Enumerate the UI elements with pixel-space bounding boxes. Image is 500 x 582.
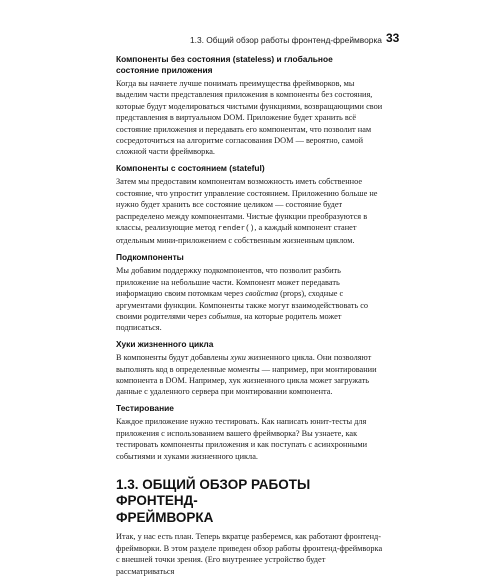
paragraph-lifecycle-text-2: жизненного цикла. Они позволяют выполнять код в определенные моменты — например, при монтировании компонента в DOM. Например, хук жизненного цикла может загружать данные с удаленного сервера при монтировании компонента. xyxy=(116,353,377,397)
paragraph-subcomponents xyxy=(116,265,384,333)
subheading-stateless-line1: Компоненты без состояния (stateless) и глобальное xyxy=(116,54,333,64)
paragraph-subcomponents-text-3: , на которые родитель может подписаться. xyxy=(116,311,342,333)
subheading-testing: Тестирование xyxy=(116,402,174,413)
subheading-stateless-line2: состояние приложения xyxy=(116,64,213,75)
emphasis-events: события xyxy=(208,311,241,321)
page-number: 33 xyxy=(386,31,400,45)
paragraph-subcomponents-text-2: (props), сходные с аргументами функции. Компоненты также могут взаимодействовать со своими родителями через xyxy=(116,289,369,321)
code-render: render() xyxy=(217,224,255,233)
running-header: 1.3. Общий обзор работы фронтенд-фреймворка xyxy=(190,35,382,45)
paragraph-testing: Каждое приложение нужно тестировать. Как написать юнит-тесты для приложения с использованием вашего фреймворка? Вы узнаете, как тестировать компоненты приложения и как поступать с асинхронными событиями и хуками жизненного цикла. xyxy=(116,417,368,461)
section-title-line2: ФРЕЙМВОРКА xyxy=(116,509,214,525)
emphasis-hooks: хуки xyxy=(230,353,246,363)
subheading-subcomponents: Подкомпоненты xyxy=(116,251,184,262)
paragraph-stateful-text-1: Затем мы предоставим компонентам возможность иметь собственное состояние, что упростит управление состоянием. Приложению больше не нужно будет хранить все состояние целиком — состояние будет распределено между компонентами. Чистые функции преобразуются в классы, реализующие метод xyxy=(116,177,378,232)
subheading-stateless xyxy=(116,54,384,75)
section-title-line1: 1.3. ОБЩИЙ ОБЗОР РАБОТЫ ФРОНТЕНД- xyxy=(116,476,311,509)
subheading-lifecycle-hooks: Хуки жизненного цикла xyxy=(116,338,214,349)
emphasis-props: свойства xyxy=(245,289,279,299)
paragraph-lifecycle-hooks xyxy=(116,352,384,398)
paragraph-subcomponents-text-1: Мы добавим поддержку подкомпонентов, что позволит разбить приложение на небольшие части. Компонент может передавать информацию своим потомкам через xyxy=(116,266,341,299)
paragraph-section-intro: Итак, у нас есть план. Теперь вкратце разберемся, как работают фронтенд-фреймворки. В этом разделе приведен обзор работы фронтенд-фреймворка с внешней точки зрения. (Его внутреннее устройство будет рассматриваться xyxy=(116,532,383,576)
paragraph-stateless: Когда вы начнете лучше понимать преимущества фреймворков, мы выделим части представления приложения в компоненты без состояния, которые будут моделироваться чистыми функциями, возвращающими свои представления в виртуальном DOM. Приложение будет хранить всё состояние приложения и передавать его компонентам, что позволит нам сосредоточиться на алгоритме согласования DOM — вероятно, самой сложной части фреймворка. xyxy=(116,79,383,157)
paragraph-stateful-text-2: , а каждый компонент станет отдельным мини-приложением с собственным жизненным циклом. xyxy=(116,222,357,246)
subheading-stateful: Компоненты с состоянием (stateful) xyxy=(116,162,265,173)
text-column xyxy=(116,54,384,582)
paragraph-lifecycle-text-1: В компоненты будут добавлены xyxy=(116,353,231,363)
section-title-frontend-overview xyxy=(116,477,384,527)
paragraph-stateful xyxy=(116,176,384,246)
